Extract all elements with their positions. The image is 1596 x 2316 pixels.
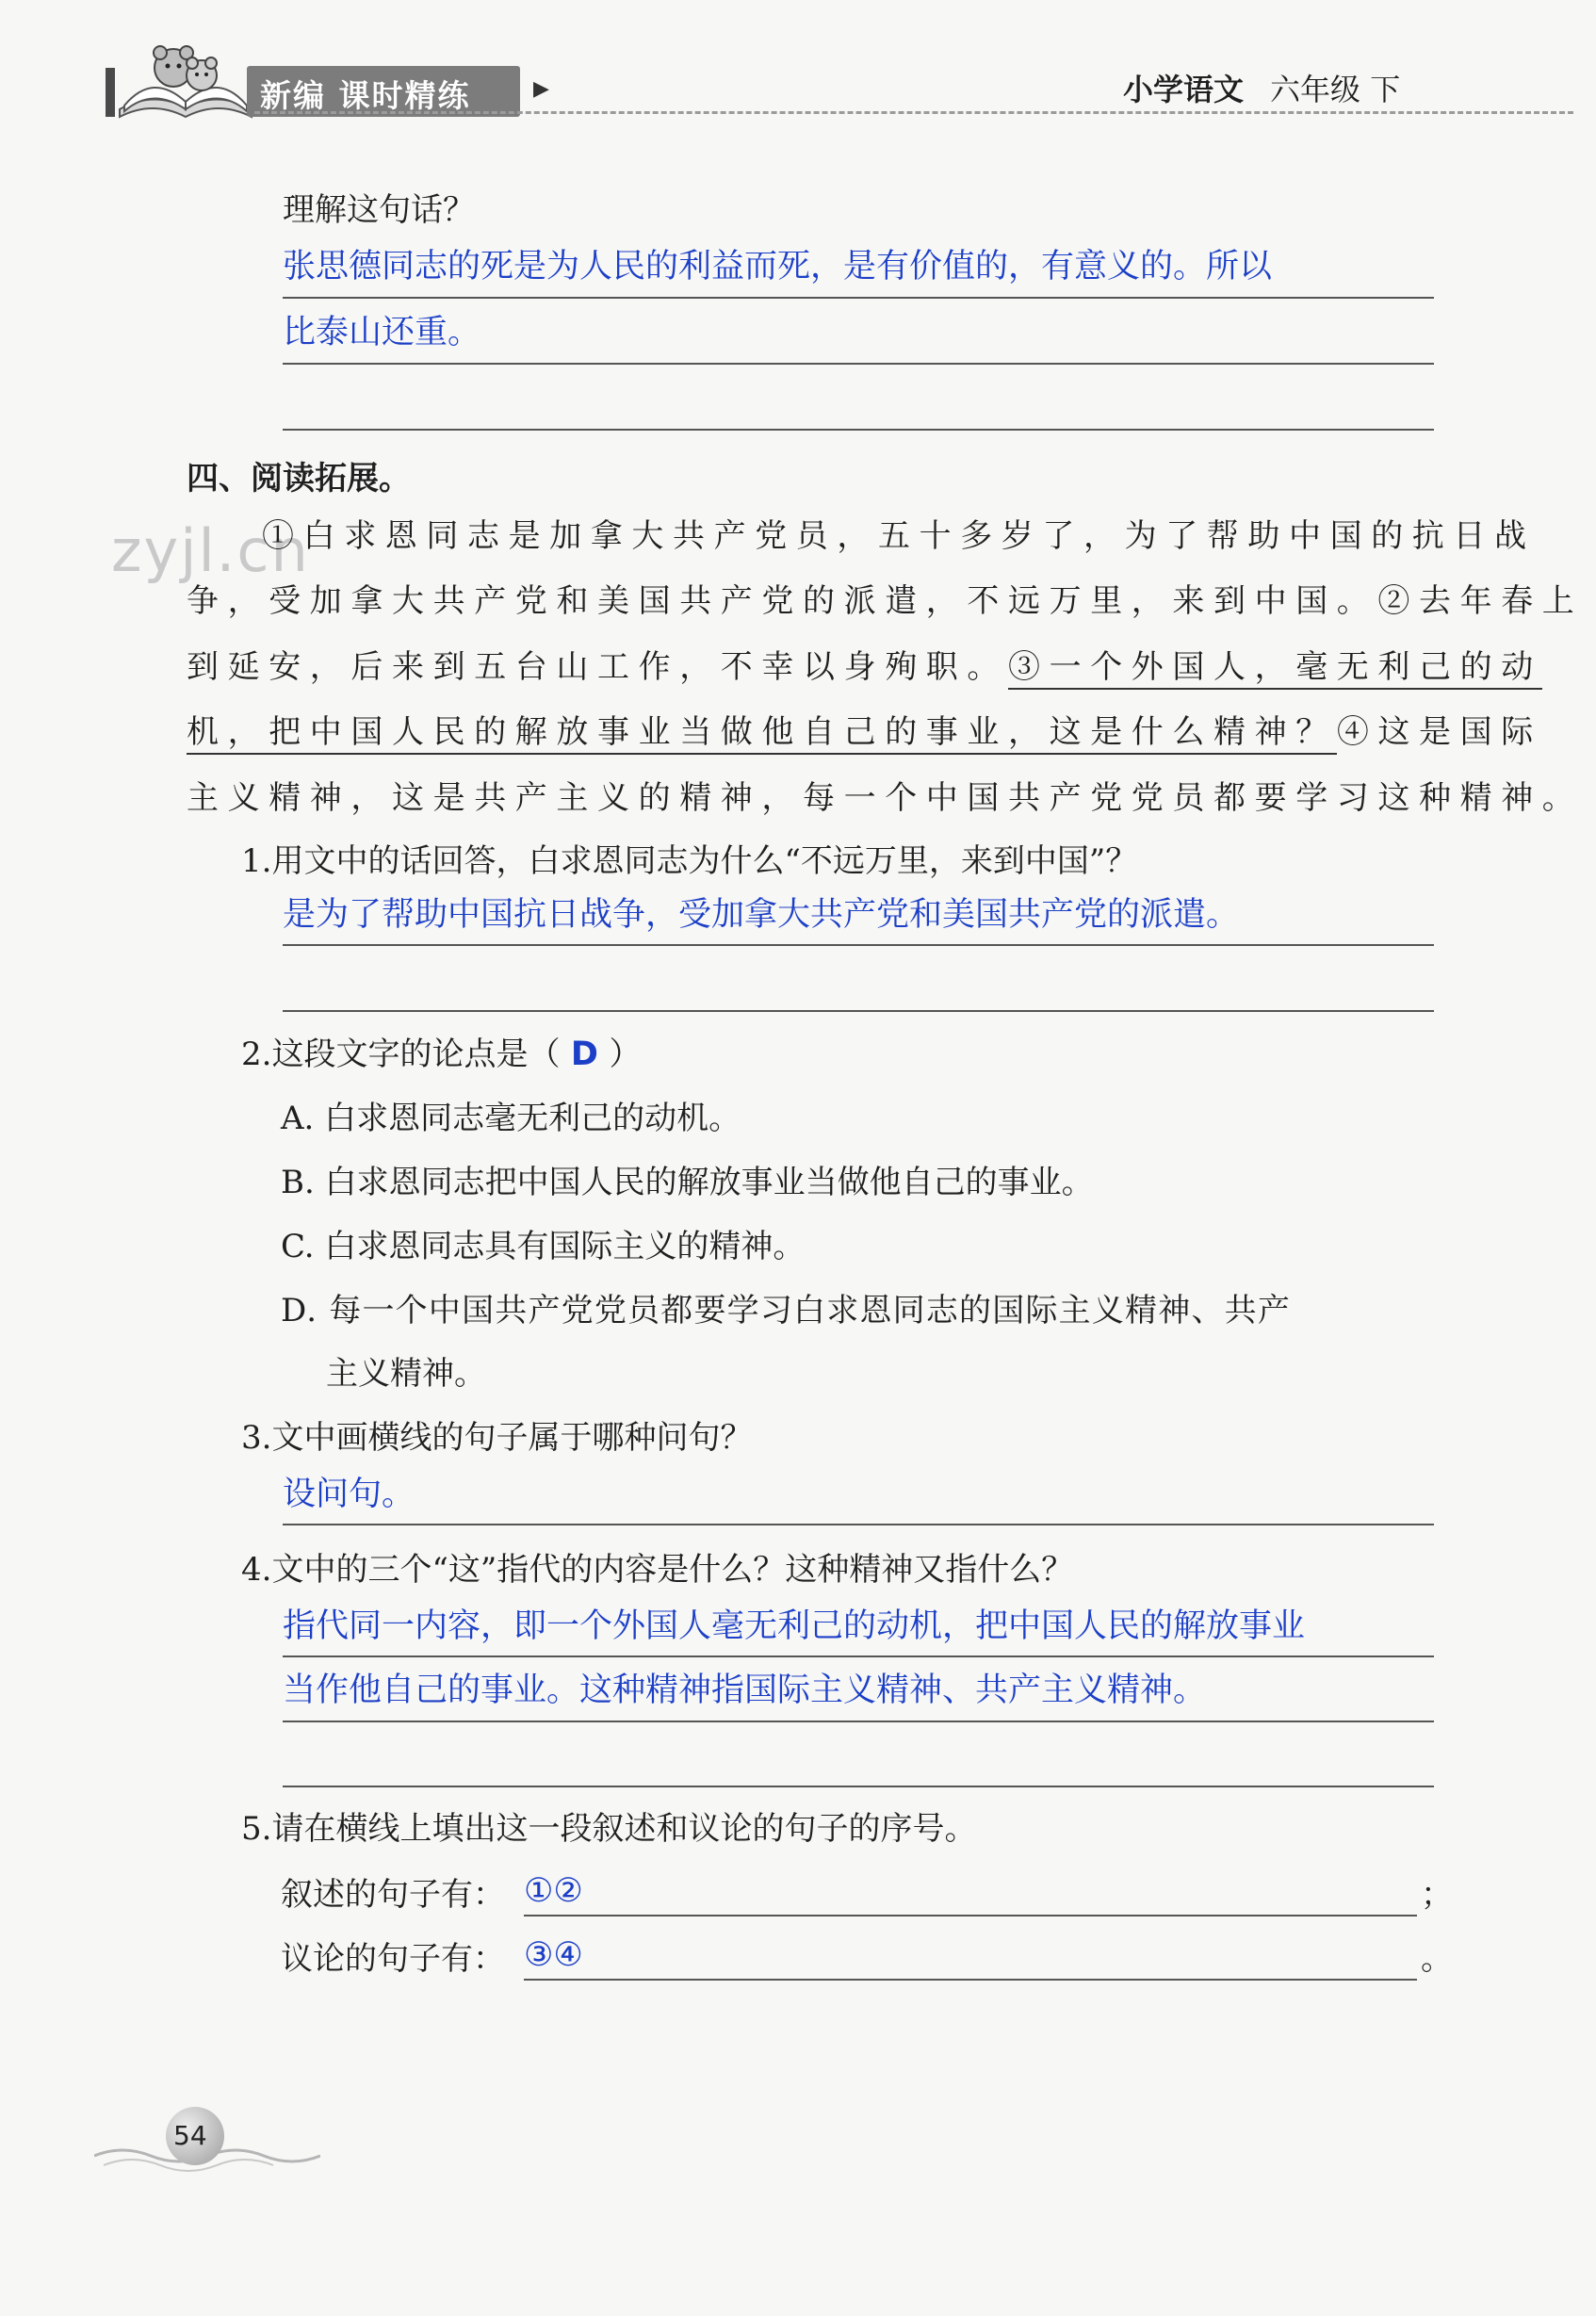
q2-option-b: B. 白求恩同志把中国人民的解放事业当做他自己的事业。 xyxy=(281,1164,1094,1201)
header-arrow-icon: ▶ xyxy=(533,77,549,101)
series-title: 新编 课时精练 xyxy=(260,77,471,114)
prev-answer-line1: 张思德同志的死是为人民的利益而死，是有价值的，有意义的。所以 xyxy=(283,248,1273,285)
subject-label: 小学语文 xyxy=(1123,72,1245,107)
section-heading: 四、阅读拓展。 xyxy=(187,460,411,497)
passage-line-5: 主义精神，这是共产主义的精神，每一个中国共产党党员都要学习这种精神。 xyxy=(187,779,1584,817)
q3-answer: 设问句。 xyxy=(283,1476,415,1513)
grade-label: 六年级 下 xyxy=(1270,72,1401,107)
narrative-label: 叙述的句子有： xyxy=(281,1876,505,1914)
q4-prompt: 4.文中的三个“这”指代的内容是什么？这种精神又指什么？ xyxy=(241,1551,1074,1589)
book-mascot-logo xyxy=(115,34,256,121)
answer-rule xyxy=(283,297,1434,299)
prev-question-tail: 理解这句话？ xyxy=(283,191,475,229)
fill-line xyxy=(524,1915,1417,1916)
q2-option-a: A. 白求恩同志毫无利己的动机。 xyxy=(281,1100,741,1137)
fill-line xyxy=(524,1979,1417,1981)
passage-line-1: ①白求恩同志是加拿大共产党员，五十多岁了，为了帮助中国的抗日战 xyxy=(262,517,1536,555)
prev-answer-line2: 比泰山还重。 xyxy=(283,314,481,351)
answer-rule xyxy=(283,429,1434,431)
header-dashed-line xyxy=(254,111,1573,114)
answer-rule xyxy=(283,1655,1434,1657)
passage-line-2: 争，受加拿大共产党和美国共产党的派遣，不远万里，来到中国。②去年春上 xyxy=(187,582,1584,620)
q2-prompt-before: 2.这段文字的论点是（ xyxy=(241,1036,561,1073)
q2-option-c: C. 白求恩同志具有国际主义的精神。 xyxy=(281,1228,806,1265)
q2-option-d-line2: 主义精神。 xyxy=(326,1355,486,1393)
passage-line-4 xyxy=(187,712,1542,752)
answer-rule xyxy=(283,1721,1434,1722)
q4-answer-line1: 指代同一内容，即一个外国人毫无利己的动机，把中国人民的解放事业 xyxy=(283,1607,1306,1645)
q1-answer: 是为了帮助中国抗日战争，受加拿大共产党和美国共产党的派遣。 xyxy=(283,896,1240,934)
q1-prompt: 1.用文中的话回答，白求恩同志为什么“不远万里，来到中国”？ xyxy=(241,842,1138,880)
answer-rule xyxy=(283,1524,1434,1525)
passage-line-4-plain: ④这是国际 xyxy=(1336,713,1542,751)
answer-rule xyxy=(283,1786,1434,1787)
answer-rule xyxy=(283,363,1434,365)
header-left-bar xyxy=(106,68,115,117)
argument-answer: ③④ xyxy=(524,1936,583,1974)
q5-prompt: 5.请在横线上填出这一段叙述和议论的句子的序号。 xyxy=(241,1810,977,1848)
q2-option-d-line1: D. 每一个中国共产党党员都要学习白求恩同志的国际主义精神、共产 xyxy=(281,1292,1292,1329)
q2-prompt xyxy=(241,1035,641,1074)
underlined-sentence-part1: ③一个外国人，毫无利己的动 xyxy=(1008,648,1542,690)
q2-answer: D xyxy=(570,1036,598,1073)
argument-label: 议论的句子有： xyxy=(281,1940,505,1978)
q4-answer-line2: 当作他自己的事业。这种精神指国际主义精神、共产主义精神。 xyxy=(283,1672,1207,1709)
header-subject-grade xyxy=(1123,66,1400,109)
q3-prompt: 3.文中画横线的句子属于哪种问句？ xyxy=(241,1419,753,1457)
answer-rule xyxy=(283,1010,1434,1012)
passage-line-3 xyxy=(187,647,1542,687)
watermark: zyjl.cn xyxy=(111,516,310,585)
narrative-answer: ①② xyxy=(524,1872,583,1910)
answer-rule xyxy=(283,944,1434,946)
narrative-end: ； xyxy=(1421,1876,1453,1914)
passage-line-3-plain: 到延安，后来到五台山工作，不幸以身殉职。 xyxy=(187,648,1008,686)
underlined-sentence-part2: 机，把中国人民的解放事业当做他自己的事业，这是什么精神？ xyxy=(187,713,1337,755)
q2-prompt-after: ） xyxy=(609,1036,642,1073)
argument-end: 。 xyxy=(1421,1940,1453,1978)
page-number: 54 xyxy=(173,2120,207,2151)
